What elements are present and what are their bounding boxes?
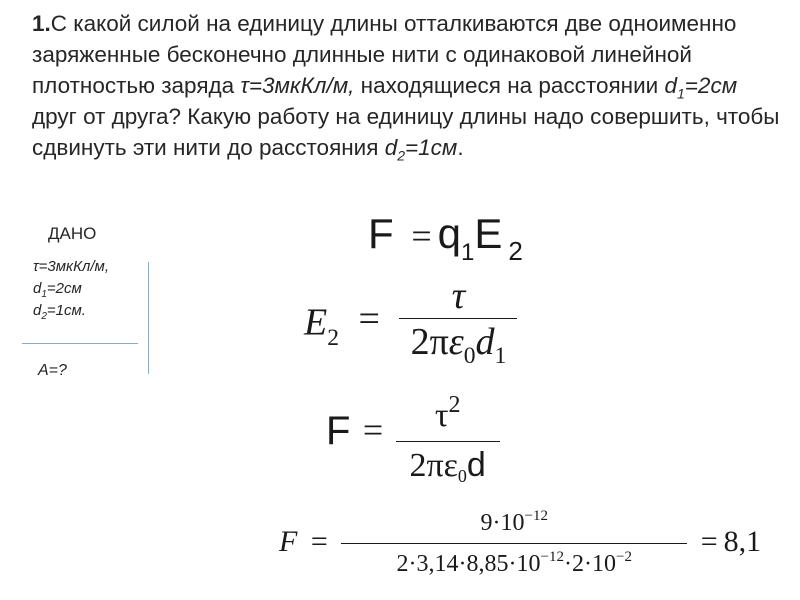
f3-den-eps: ε <box>443 447 458 484</box>
f3-numerator <box>396 394 500 441</box>
f4-equals-2: = <box>700 525 718 559</box>
f4-numerator <box>341 506 687 543</box>
formula-field-strength <box>304 275 517 374</box>
f4-result: 8,1 <box>723 525 762 559</box>
f4-denominator <box>341 544 687 587</box>
f2-den-2pi: 2π <box>410 321 449 363</box>
formula-force-per-length <box>326 394 500 493</box>
f1-equals: = <box>411 216 432 256</box>
d1-variable: d <box>664 73 677 98</box>
f2-E: E <box>304 301 328 344</box>
f2-den-d: d <box>475 321 495 363</box>
given-d1-var: d <box>33 280 42 297</box>
d2-subscript: 2 <box>397 147 405 164</box>
f2-equals: = <box>358 297 380 340</box>
f4-F: F <box>279 525 298 559</box>
f3-equals: = <box>362 409 384 450</box>
formula-numeric <box>279 506 761 587</box>
f4-fraction <box>341 506 687 587</box>
f2-numerator: τ <box>451 275 466 317</box>
d1-subscript: 1 <box>677 85 685 102</box>
f3-denominator <box>396 442 500 493</box>
problem-statement <box>32 8 780 163</box>
given-d2-sub: 2 <box>41 311 47 322</box>
f4-den: 2·3,14·8,85·10 <box>396 551 541 577</box>
given-d1-sub: 1 <box>41 289 47 300</box>
problem-number: 1. <box>32 11 51 36</box>
f1-E-sub: 2 <box>508 236 523 266</box>
given-d1-val: =2см <box>46 280 82 297</box>
given-tau: τ=3мкКл/м, <box>33 258 109 275</box>
f1-E: E <box>474 210 503 257</box>
given-horizontal-divider <box>22 343 138 344</box>
f3-F: F <box>326 408 351 453</box>
given-d2 <box>33 300 109 322</box>
d2-variable: d <box>384 135 398 160</box>
f3-den-eps-sub: 0 <box>457 466 467 486</box>
f2-den-eps-sub: 0 <box>463 343 476 369</box>
given-d2-var: d <box>33 302 42 319</box>
given-title: ДАНО <box>48 224 97 243</box>
tau-value: τ=3мкКл/м, <box>240 73 355 98</box>
f1-F: F <box>368 210 394 257</box>
f4-den-mid: ·2·10 <box>564 551 616 577</box>
d1-value: =2см <box>684 73 738 98</box>
f4-num: 9·10 <box>480 510 525 536</box>
f4-equals: = <box>310 525 328 559</box>
f2-den-eps: ε <box>448 321 464 363</box>
f4-den-exp1: −12 <box>540 549 564 565</box>
f2-denominator <box>399 319 517 370</box>
f3-den-d: d <box>466 446 486 484</box>
f3-num-sup: 2 <box>448 392 461 418</box>
f4-den-exp2: −2 <box>615 549 632 565</box>
given-d2-val: =1см. <box>46 302 86 319</box>
f1-q-sub: 1 <box>461 239 475 266</box>
problem-text-part2: находящиеся на расстоянии <box>354 73 665 98</box>
f2-den-d-sub: 1 <box>494 343 507 369</box>
f3-fraction <box>396 394 500 493</box>
f4-num-exp: −12 <box>524 508 548 524</box>
problem-text-part1: С какой силой на единицу длины отталкиваются две одноименно заряженные бесконечно длинные нити с одинаковой линейной плотностью заряда <box>32 11 737 98</box>
given-vertical-divider <box>148 262 149 374</box>
f2-E-sub: 2 <box>327 324 339 351</box>
f3-num-tau: τ <box>434 397 449 434</box>
given-d1 <box>33 278 109 300</box>
f2-fraction <box>399 274 517 370</box>
formula-force-field <box>368 204 523 271</box>
d2-value: =1см <box>405 135 458 160</box>
f3-den-2pi: 2π <box>409 447 444 484</box>
problem-text-part3: друг от друга? Какую работу на единицу длины надо совершить, чтобы сдвинуть эти нити до расстояния <box>32 104 780 160</box>
given-block <box>33 256 109 322</box>
problem-text-end: . <box>457 135 464 160</box>
given-ask: А=? <box>38 362 67 379</box>
f1-q: q <box>437 210 461 257</box>
